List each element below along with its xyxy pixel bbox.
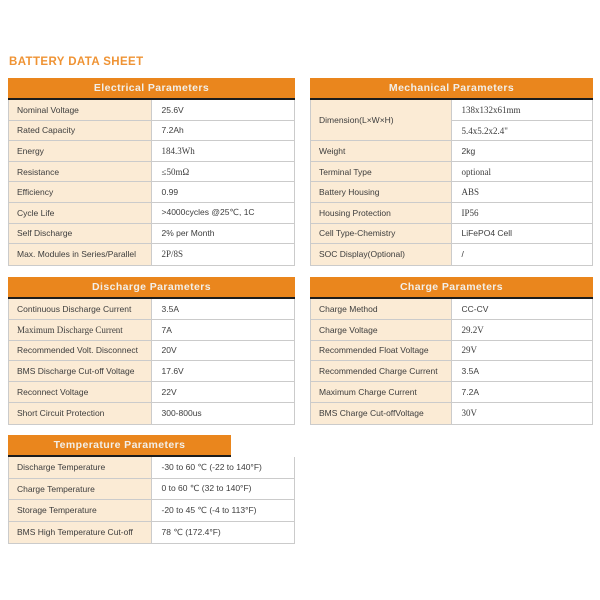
table-body-charge bbox=[310, 299, 593, 425]
table-row bbox=[9, 162, 294, 183]
table-row bbox=[311, 341, 592, 362]
param-label: Recommended Charge Current bbox=[311, 361, 452, 381]
param-value: 2kg bbox=[452, 141, 593, 161]
table-row bbox=[9, 361, 294, 382]
table-row bbox=[311, 141, 592, 162]
table-row bbox=[9, 403, 294, 424]
param-value: CC-CV bbox=[452, 299, 593, 319]
param-value-mm: 138x132x61mm bbox=[452, 100, 593, 120]
param-value: >4000cycles @25℃, 1C bbox=[152, 203, 295, 223]
param-label: BMS Discharge Cut-off Voltage bbox=[9, 361, 152, 381]
param-value: -30 to 60 ℃ (-22 to 140°F) bbox=[152, 457, 295, 478]
charge-parameters-table bbox=[310, 277, 593, 425]
param-value: 3.5A bbox=[152, 299, 295, 319]
param-label: Weight bbox=[311, 141, 452, 161]
table-row bbox=[9, 382, 294, 403]
param-value-inch: 5.4x5.2x2.4" bbox=[452, 120, 593, 140]
param-label: Cycle Life bbox=[9, 203, 152, 223]
param-value: -20 to 45 ℃ (-4 to 113°F) bbox=[152, 500, 295, 521]
param-label: Charge Voltage bbox=[311, 320, 452, 340]
temperature-parameters-table bbox=[8, 435, 295, 544]
param-value: 78 ℃ (172.4°F) bbox=[152, 522, 295, 544]
param-value: ABS bbox=[452, 182, 593, 202]
table-row bbox=[9, 100, 294, 121]
table-row bbox=[9, 320, 294, 341]
discharge-parameters-table bbox=[8, 277, 295, 425]
table-row-dimension bbox=[311, 100, 592, 141]
param-label: Short Circuit Protection bbox=[9, 403, 152, 424]
param-label: Charge Method bbox=[311, 299, 452, 319]
table-row bbox=[9, 141, 294, 162]
param-label: Resistance bbox=[9, 162, 152, 182]
param-label: Recommended Float Voltage bbox=[311, 341, 452, 361]
param-label: BMS High Temperature Cut-off bbox=[9, 522, 152, 544]
param-label: SOC Display(Optional) bbox=[311, 244, 452, 265]
table-row bbox=[311, 403, 592, 424]
param-label: Recommended Volt. Disconnect bbox=[9, 341, 152, 361]
table-header-charge: Charge Parameters bbox=[310, 277, 593, 299]
param-label: Storage Temperature bbox=[9, 500, 152, 521]
param-label: Dimension(L×W×H) bbox=[311, 100, 452, 140]
table-row bbox=[9, 121, 294, 142]
table-row bbox=[9, 224, 294, 245]
table-row bbox=[311, 182, 592, 203]
param-value: 29.2V bbox=[452, 320, 593, 340]
table-row bbox=[311, 320, 592, 341]
table-row bbox=[311, 162, 592, 183]
table-row bbox=[9, 457, 294, 479]
param-value: IP56 bbox=[452, 203, 593, 223]
table-row bbox=[9, 500, 294, 522]
param-value: 20V bbox=[152, 341, 295, 361]
param-label: Rated Capacity bbox=[9, 121, 152, 141]
table-row bbox=[9, 479, 294, 501]
param-value: 184.3Wh bbox=[152, 141, 295, 161]
mechanical-parameters-table bbox=[310, 78, 593, 266]
table-row bbox=[311, 203, 592, 224]
param-value: 7.2A bbox=[452, 382, 593, 402]
param-value: 2% per Month bbox=[152, 224, 295, 244]
table-row bbox=[9, 182, 294, 203]
param-value: 7A bbox=[152, 320, 295, 340]
table-row bbox=[9, 341, 294, 362]
param-label: BMS Charge Cut-offVoltage bbox=[311, 403, 452, 424]
param-label: Self Discharge bbox=[9, 224, 152, 244]
param-label: Charge Temperature bbox=[9, 479, 152, 500]
param-label: Continuous Discharge Current bbox=[9, 299, 152, 319]
param-label: Battery Housing bbox=[311, 182, 452, 202]
param-value: / bbox=[452, 244, 593, 265]
table-row bbox=[9, 522, 294, 544]
param-label: Maximum Discharge Current bbox=[9, 320, 152, 340]
param-label: Housing Protection bbox=[311, 203, 452, 223]
table-header-discharge: Discharge Parameters bbox=[8, 277, 295, 299]
param-value: 25.6V bbox=[152, 100, 295, 120]
param-label: Reconnect Voltage bbox=[9, 382, 152, 402]
table-row bbox=[311, 299, 592, 320]
table-header-temperature: Temperature Parameters bbox=[8, 435, 231, 457]
page-title: BATTERY DATA SHEET bbox=[9, 56, 144, 68]
param-value: 22V bbox=[152, 382, 295, 402]
table-row bbox=[311, 361, 592, 382]
electrical-parameters-table bbox=[8, 78, 295, 266]
param-value: 7.2Ah bbox=[152, 121, 295, 141]
param-label: Nominal Voltage bbox=[9, 100, 152, 120]
table-row bbox=[9, 203, 294, 224]
param-label: Cell Type-Chemistry bbox=[311, 224, 452, 244]
param-label: Maximum Charge Current bbox=[311, 382, 452, 402]
param-value: optional bbox=[452, 162, 593, 182]
param-label: Terminal Type bbox=[311, 162, 452, 182]
param-label: Discharge Temperature bbox=[9, 457, 152, 478]
table-row bbox=[311, 224, 592, 245]
param-value: 3.5A bbox=[452, 361, 593, 381]
param-value: 30V bbox=[452, 403, 593, 424]
table-body-mechanical bbox=[310, 100, 593, 266]
table-body-temperature bbox=[8, 457, 295, 544]
dimension-values bbox=[452, 100, 593, 140]
param-label: Max. Modules in Series/Parallel bbox=[9, 244, 152, 265]
param-value: 17.6V bbox=[152, 361, 295, 381]
param-value: 2P/8S bbox=[152, 244, 295, 265]
param-value: 300-800us bbox=[152, 403, 295, 424]
table-body-discharge bbox=[8, 299, 295, 425]
param-value: LiFePO4 Cell bbox=[452, 224, 593, 244]
table-row bbox=[9, 244, 294, 265]
table-row bbox=[9, 299, 294, 320]
param-label: Efficiency bbox=[9, 182, 152, 202]
table-header-mechanical: Mechanical Parameters bbox=[310, 78, 593, 100]
table-row bbox=[311, 382, 592, 403]
table-header-electrical: Electrical Parameters bbox=[8, 78, 295, 100]
table-row bbox=[311, 244, 592, 265]
param-value: ≤50mΩ bbox=[152, 162, 295, 182]
param-label: Energy bbox=[9, 141, 152, 161]
param-value: 0 to 60 ℃ (32 to 140°F) bbox=[152, 479, 295, 500]
param-value: 0.99 bbox=[152, 182, 295, 202]
param-value: 29V bbox=[452, 341, 593, 361]
table-body-electrical bbox=[8, 100, 295, 266]
